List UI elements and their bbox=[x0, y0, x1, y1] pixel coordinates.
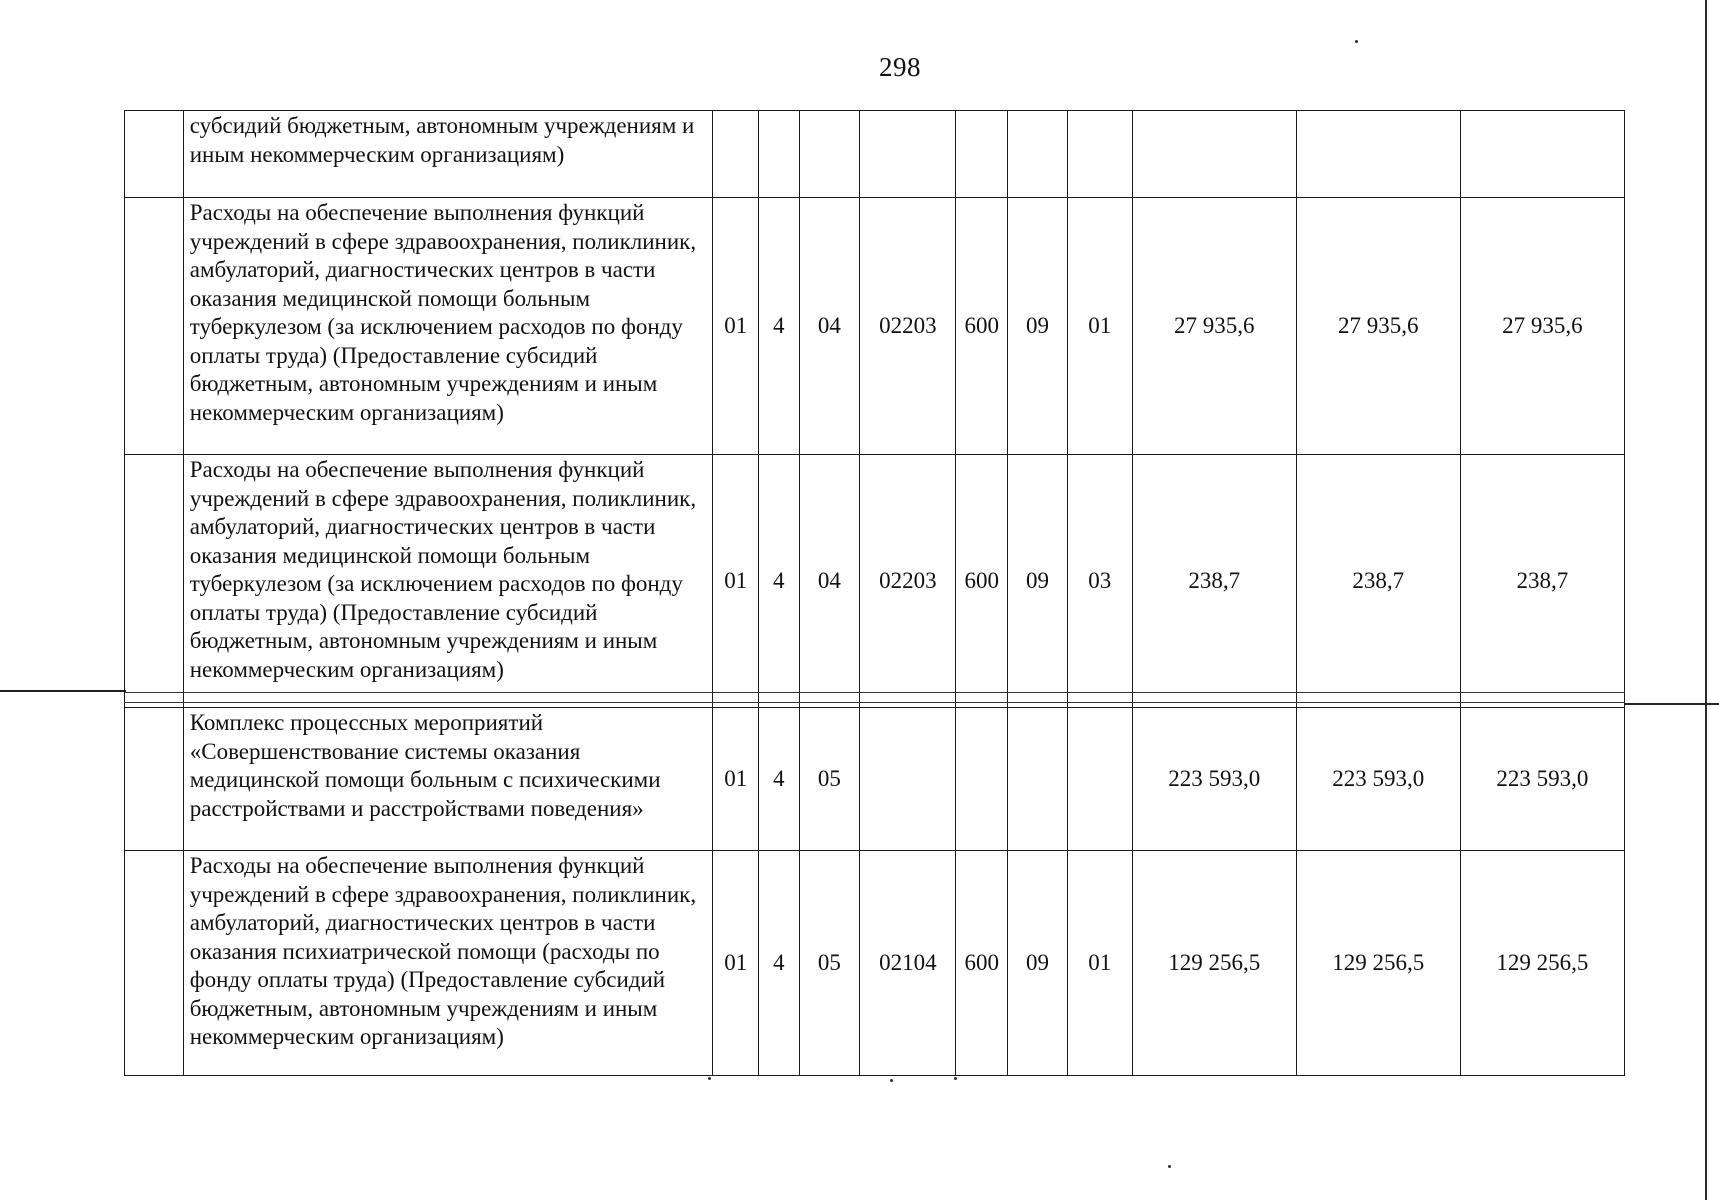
amount-year-2: 223 593,0 bbox=[1296, 708, 1460, 851]
table-row bbox=[125, 198, 1625, 455]
amount-year-1: 27 935,6 bbox=[1132, 198, 1296, 455]
row-number-cell bbox=[125, 851, 184, 1076]
amount-year-1 bbox=[1132, 111, 1296, 198]
code-type: 4 bbox=[759, 708, 800, 851]
code-gp: 01 bbox=[713, 198, 759, 455]
code-expense-type bbox=[956, 111, 1008, 198]
code-structure: 04 bbox=[799, 198, 860, 455]
code-direction bbox=[860, 111, 956, 198]
row-description: субсидий бюджетным, автономным учреждениям и иным некоммерческим организациям) bbox=[183, 111, 713, 198]
code-expense-type: 600 bbox=[956, 198, 1008, 455]
scan-artifact-line bbox=[0, 690, 126, 692]
code-section: 09 bbox=[1008, 198, 1068, 455]
code-expense-type bbox=[956, 708, 1008, 851]
code-direction bbox=[860, 708, 956, 851]
amount-year-1: 223 593,0 bbox=[1132, 708, 1296, 851]
scan-speck bbox=[1355, 40, 1358, 43]
code-subsection bbox=[1067, 111, 1132, 198]
scan-speck bbox=[890, 1079, 893, 1082]
budget-table bbox=[124, 110, 1625, 1076]
scan-artifact-edge bbox=[1705, 0, 1707, 1200]
code-section: 09 bbox=[1008, 455, 1068, 708]
code-type: 4 bbox=[759, 851, 800, 1076]
amount-year-2: 238,7 bbox=[1296, 455, 1460, 708]
table-row bbox=[125, 111, 1625, 198]
code-gp: 01 bbox=[713, 455, 759, 708]
code-gp: 01 bbox=[713, 851, 759, 1076]
amount-year-3 bbox=[1460, 111, 1624, 198]
code-structure: 04 bbox=[799, 455, 860, 708]
table-row bbox=[125, 708, 1625, 851]
scan-artifact-line bbox=[124, 702, 1625, 703]
amount-year-3: 223 593,0 bbox=[1460, 708, 1624, 851]
scan-speck bbox=[954, 1077, 957, 1080]
code-structure bbox=[799, 111, 860, 198]
row-number-cell bbox=[125, 198, 184, 455]
amount-year-2: 27 935,6 bbox=[1296, 198, 1460, 455]
code-type: 4 bbox=[759, 455, 800, 708]
code-direction: 02203 bbox=[860, 455, 956, 708]
amount-year-1: 129 256,5 bbox=[1132, 851, 1296, 1076]
scan-artifact-line bbox=[124, 692, 1625, 693]
amount-year-2 bbox=[1296, 111, 1460, 198]
table-row bbox=[125, 851, 1625, 1076]
code-type: 4 bbox=[759, 198, 800, 455]
code-expense-type: 600 bbox=[956, 851, 1008, 1076]
page-number: 298 bbox=[879, 52, 921, 82]
code-section bbox=[1008, 111, 1068, 198]
row-number-cell bbox=[125, 455, 184, 708]
code-subsection bbox=[1067, 708, 1132, 851]
amount-year-3: 129 256,5 bbox=[1460, 851, 1624, 1076]
code-subsection: 01 bbox=[1067, 851, 1132, 1076]
amount-year-3: 27 935,6 bbox=[1460, 198, 1624, 455]
row-number-cell bbox=[125, 708, 184, 851]
amount-year-2: 129 256,5 bbox=[1296, 851, 1460, 1076]
code-section: 09 bbox=[1008, 851, 1068, 1076]
scan-speck bbox=[708, 1077, 711, 1080]
code-subsection: 01 bbox=[1067, 198, 1132, 455]
code-gp bbox=[713, 111, 759, 198]
row-description: Расходы на обеспечение выполнения функций учреждений в сфере здравоохранения, поликлиник, амбулаторий, диагностических центров в части оказания психиатрической помощи (расходы по фонду оплаты труда) (Предоставление субсидий бюджетным, автономным учреждениям и иным некоммерческим организациям) bbox=[183, 851, 713, 1076]
code-structure: 05 bbox=[799, 708, 860, 851]
code-expense-type: 600 bbox=[956, 455, 1008, 708]
code-structure: 05 bbox=[799, 851, 860, 1076]
row-description: Расходы на обеспечение выполнения функций учреждений в сфере здравоохранения, поликлиник, амбулаторий, диагностических центров в части оказания медицинской помощи больным туберкулезом (за исключением расходов по фонду оплаты труда) (Предоставление субсидий бюджетным, автономным учреждениям и иным некоммерческим организациям) bbox=[183, 455, 713, 708]
row-description: Комплекс процессных мероприятий «Совершенствование системы оказания медицинской помощи больным с психическими расстройствами и расстройствами поведения» bbox=[183, 708, 713, 851]
table-row bbox=[125, 455, 1625, 708]
code-type bbox=[759, 111, 800, 198]
code-gp: 01 bbox=[713, 708, 759, 851]
row-description: Расходы на обеспечение выполнения функций учреждений в сфере здравоохранения, поликлиник, амбулаторий, диагностических центров в части оказания медицинской помощи больным туберкулезом (за исключением расходов по фонду оплаты труда) (Предоставление субсидий бюджетным, автономным учреждениям и иным некоммерческим организациям) bbox=[183, 198, 713, 455]
scan-speck bbox=[1168, 1165, 1171, 1168]
code-section bbox=[1008, 708, 1068, 851]
code-direction: 02104 bbox=[860, 851, 956, 1076]
code-direction: 02203 bbox=[860, 198, 956, 455]
row-number-cell bbox=[125, 111, 184, 198]
code-subsection: 03 bbox=[1067, 455, 1132, 708]
amount-year-3: 238,7 bbox=[1460, 455, 1624, 708]
amount-year-1: 238,7 bbox=[1132, 455, 1296, 708]
